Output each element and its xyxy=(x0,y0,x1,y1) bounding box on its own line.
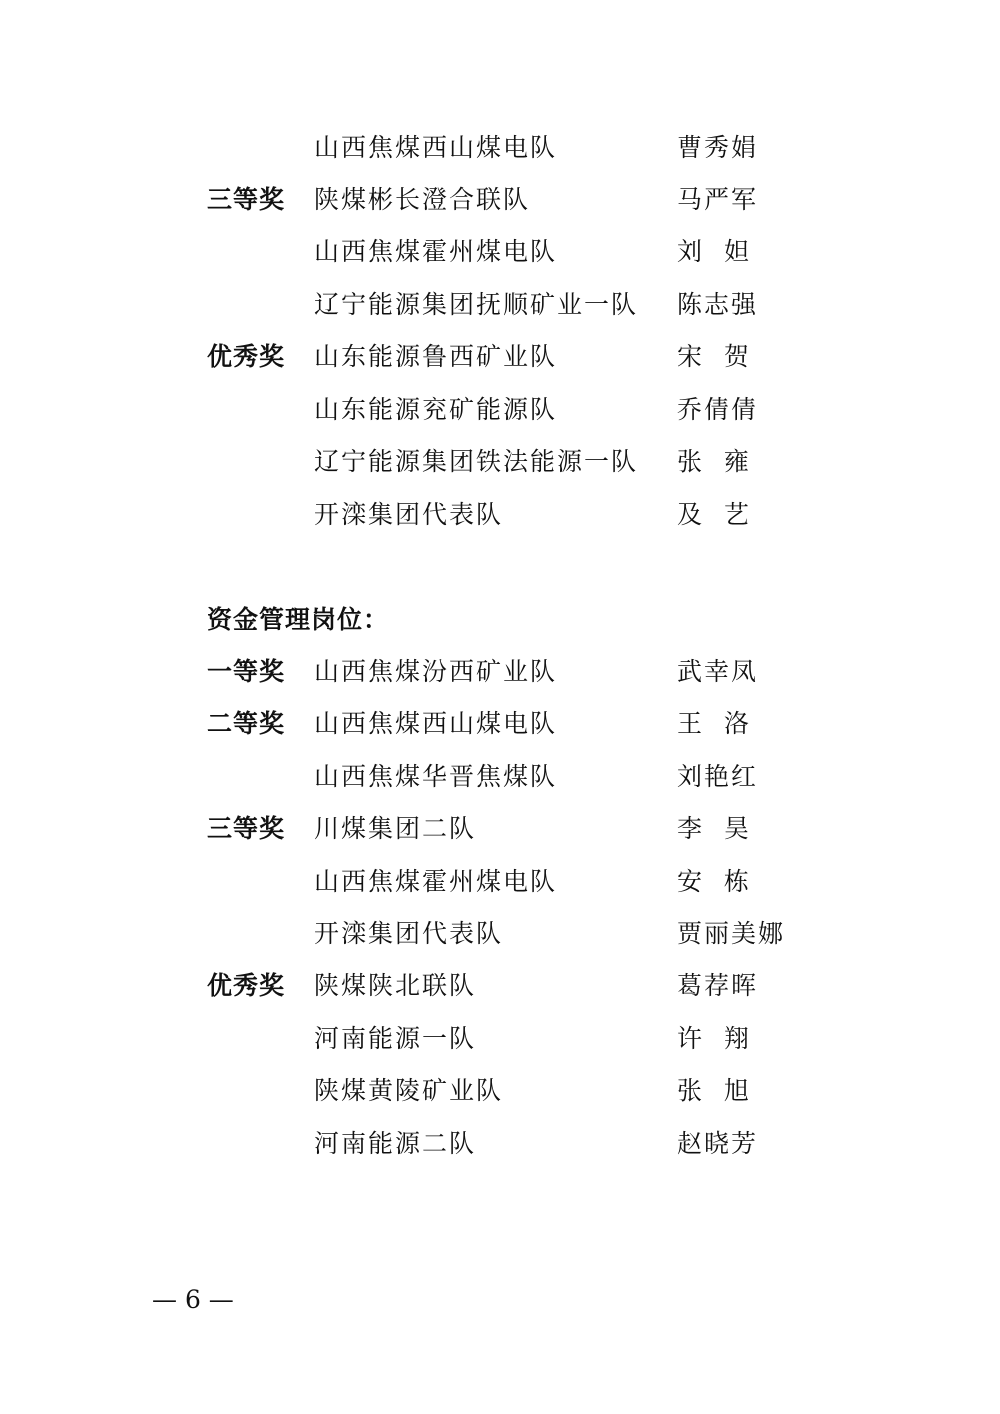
award-level: 优秀奖 xyxy=(207,971,286,1000)
person-name: 安 栋 xyxy=(677,867,751,896)
list-item xyxy=(0,1071,1000,1111)
award-level: 三等奖 xyxy=(207,185,286,214)
person-name: 张 雍 xyxy=(677,447,751,476)
list-item xyxy=(0,180,1000,220)
team-name: 山西焦煤霍州煤电队 xyxy=(314,867,558,896)
team-name: 开滦集团代表队 xyxy=(314,919,504,948)
list-item xyxy=(0,495,1000,535)
award-level: 三等奖 xyxy=(207,814,286,843)
page-number: — 6 — xyxy=(152,1285,234,1314)
person-name: 贾丽美娜 xyxy=(677,919,786,948)
person-name: 马严军 xyxy=(677,185,759,214)
team-name: 辽宁能源集团铁法能源一队 xyxy=(314,447,639,476)
person-name: 葛荐晖 xyxy=(677,971,759,1000)
list-item xyxy=(0,1019,1000,1059)
list-item xyxy=(0,390,1000,430)
list-item xyxy=(0,285,1000,325)
person-name: 王 洛 xyxy=(677,709,751,738)
award-level: 一等奖 xyxy=(207,657,286,686)
team-name: 陕煤黄陵矿业队 xyxy=(314,1076,504,1105)
list-item xyxy=(0,966,1000,1006)
team-name: 山东能源兖矿能源队 xyxy=(314,395,558,424)
list-item xyxy=(0,652,1000,692)
team-name: 河南能源二队 xyxy=(314,1129,477,1158)
list-item xyxy=(0,757,1000,797)
team-name: 河南能源一队 xyxy=(314,1024,477,1053)
team-name: 山东能源鲁西矿业队 xyxy=(314,342,558,371)
person-name: 赵晓芳 xyxy=(677,1129,759,1158)
person-name: 及 艺 xyxy=(677,500,751,529)
team-name: 山西焦煤华晋焦煤队 xyxy=(314,762,558,791)
list-item xyxy=(0,809,1000,849)
person-name: 刘艳红 xyxy=(677,762,759,791)
list-item xyxy=(0,862,1000,902)
person-name: 曹秀娟 xyxy=(677,133,759,162)
person-name: 李 昊 xyxy=(677,814,751,843)
team-name: 川煤集团二队 xyxy=(314,814,477,843)
person-name: 乔倩倩 xyxy=(677,395,759,424)
list-item xyxy=(0,1124,1000,1164)
team-name: 陕煤彬长澄合联队 xyxy=(314,185,531,214)
list-item xyxy=(0,232,1000,272)
list-item xyxy=(0,442,1000,482)
person-name: 张 旭 xyxy=(677,1076,751,1105)
team-name: 山西焦煤霍州煤电队 xyxy=(314,237,558,266)
team-name: 辽宁能源集团抚顺矿业一队 xyxy=(314,290,639,319)
person-name: 武幸凤 xyxy=(677,657,759,686)
list-item xyxy=(0,128,1000,168)
list-item xyxy=(0,337,1000,377)
person-name: 宋 贺 xyxy=(677,342,751,371)
person-name: 许 翔 xyxy=(677,1024,751,1053)
award-level: 二等奖 xyxy=(207,709,286,738)
person-name: 陈志强 xyxy=(677,290,759,319)
team-name: 山西焦煤西山煤电队 xyxy=(314,133,558,162)
team-name: 开滦集团代表队 xyxy=(314,500,504,529)
section-title: 资金管理岗位： xyxy=(207,605,390,634)
list-item xyxy=(0,704,1000,744)
person-name: 刘 妲 xyxy=(677,237,751,266)
award-level: 优秀奖 xyxy=(207,342,286,371)
team-name: 山西焦煤西山煤电队 xyxy=(314,709,558,738)
team-name: 陕煤陕北联队 xyxy=(314,971,477,1000)
team-name: 山西焦煤汾西矿业队 xyxy=(314,657,558,686)
list-item xyxy=(0,914,1000,954)
